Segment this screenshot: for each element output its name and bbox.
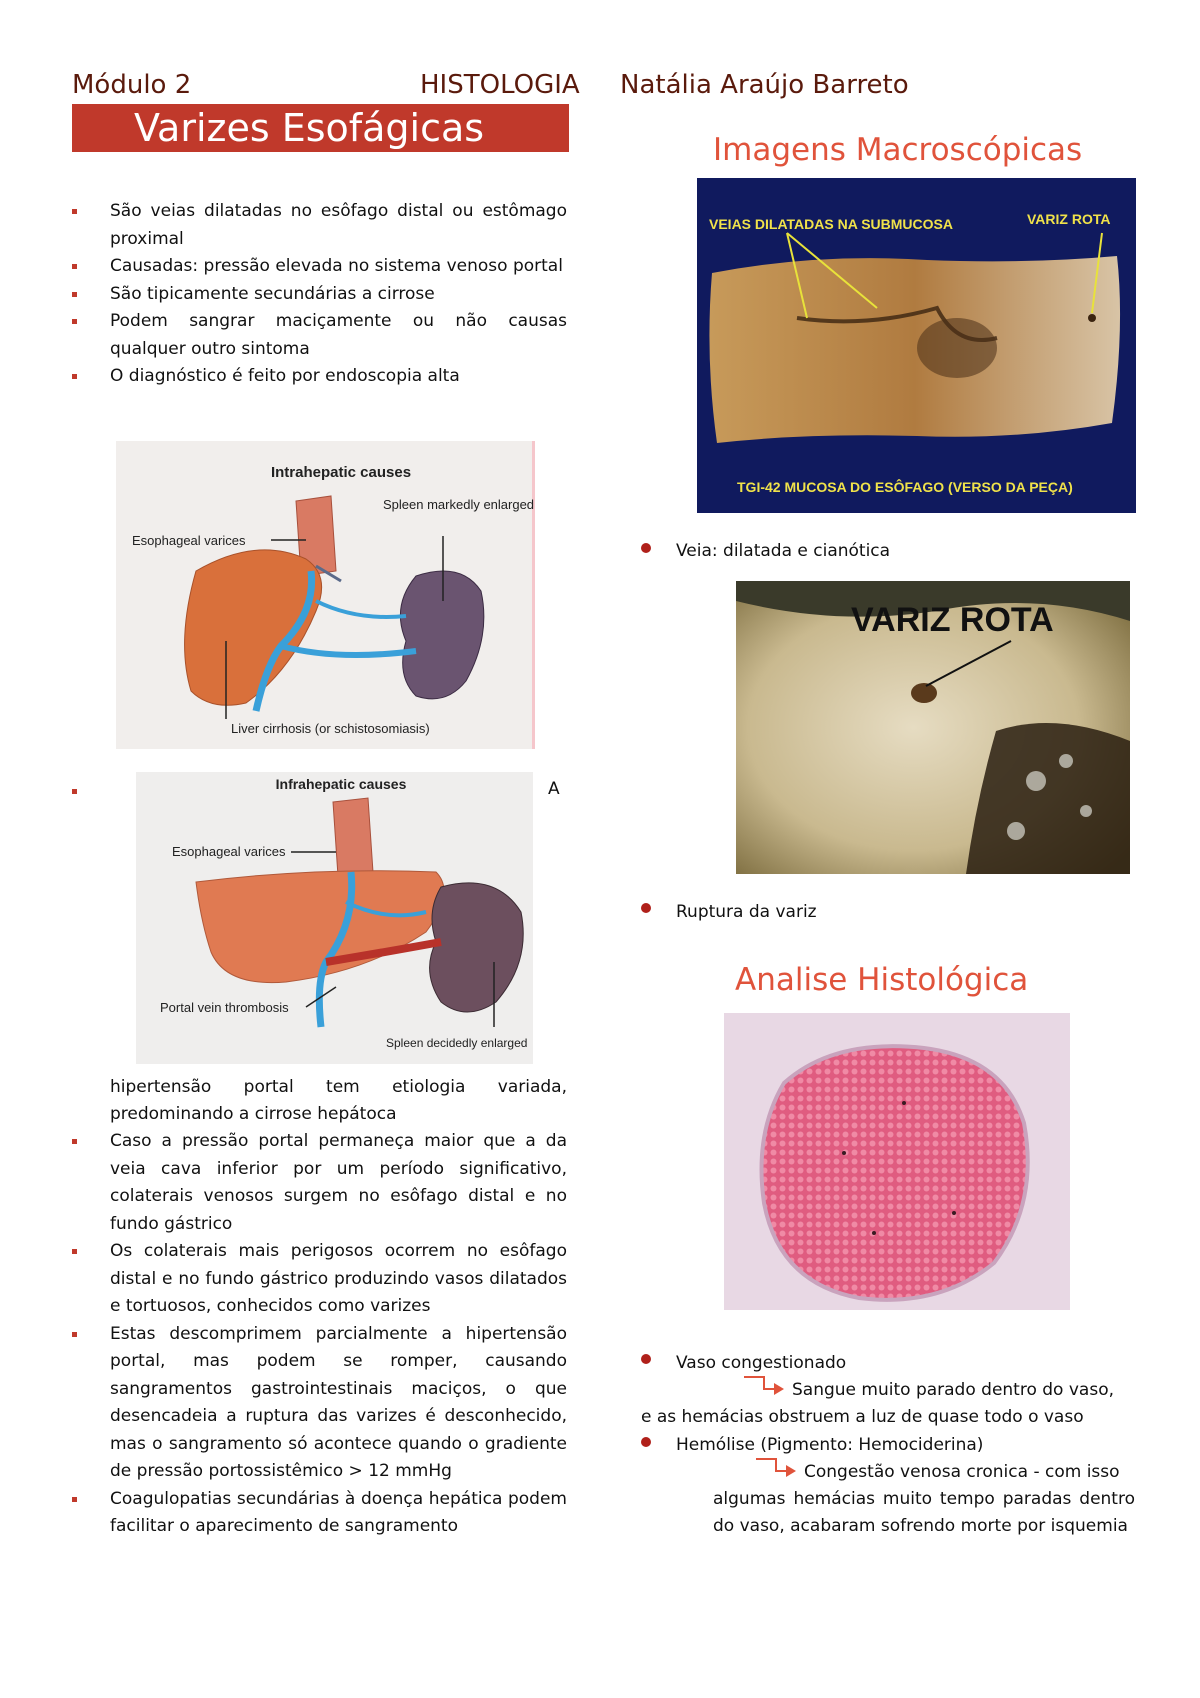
macro2-label: VARIZ ROTA (851, 601, 1054, 639)
list-item: Coagulopatias secundárias à doença hepática podem facilitar o aparecimento de sangramento (72, 1486, 567, 1541)
bullet-list-intro (72, 198, 567, 391)
vessel-note-2: e as hemácias obstruem a luz de quase todo o vaso (641, 1407, 1084, 1427)
macro-photo-2 (736, 581, 1130, 874)
section-title-macro: Imagens Macroscópicas (713, 132, 1083, 168)
bullet-vessel: Vaso congestionado (676, 1353, 847, 1373)
bullet-marker (641, 903, 651, 913)
list-item: Podem sangrar maciçamente ou não causas qualquer outro sintoma (72, 308, 567, 363)
hemolysis-note-1: Congestão venosa cronica - com isso (804, 1462, 1120, 1482)
arrow-icon (754, 1455, 798, 1481)
fig2-label-thrombosis: Portal vein thrombosis (160, 1000, 289, 1015)
macro1-label-left: VEIAS DILATADAS NA SUBMUCOSA (709, 216, 953, 232)
esophagus-specimen-image (697, 178, 1136, 513)
section-title-histo: Analise Histológica (735, 962, 1029, 998)
fig2-label-varices: Esophageal varices (172, 844, 286, 859)
list-item: Causadas: pressão elevada no sistema venoso portal (72, 253, 567, 281)
list-item: Estas descomprimem parcialmente a hipertensão portal, mas podem se romper, causando sangramentos gastrointestinais maciços, o que desencadeia a ruptura das varizes é desconhecido, mas o sangramento só acontece quando o gradiente de pressão portossistêmico > 12 mmHg (72, 1321, 567, 1486)
page-title: Varizes Esofágicas (72, 104, 569, 152)
ruptured-varix-image (736, 581, 1130, 874)
stray-letter: A (548, 779, 560, 799)
bullet-vein: Veia: dilatada e cianótica (676, 541, 891, 561)
figure-intrahepatic (116, 441, 535, 749)
list-item: São veias dilatadas no esôfago distal ou estômago proximal (72, 198, 567, 253)
congested-vessel-micrograph (724, 1013, 1070, 1310)
histology-photo (724, 1013, 1070, 1310)
macro-photo-1 (697, 178, 1136, 513)
fig1-label-spleen: Spleen markedly enlarged (383, 497, 535, 512)
header-module: Módulo 2 (72, 70, 192, 100)
list-item: São tipicamente secundárias a cirrose (72, 281, 567, 309)
bullet-list-details (72, 1128, 567, 1541)
fig2-label-spleen: Spleen decidedly enlarged (386, 1036, 528, 1050)
vessel-note-1: Sangue muito parado dentro do vaso, (792, 1380, 1114, 1400)
fig1-label-varices: Esophageal varices (132, 533, 246, 548)
header-subject: HISTOLOGIA (420, 70, 580, 100)
fig1-label-liver: Liver cirrhosis (or schistosomiasis) (231, 721, 430, 736)
bullet-marker (641, 1437, 651, 1447)
bullet-marker (641, 543, 651, 553)
arrow-icon (742, 1373, 786, 1399)
figure-infrahepatic (136, 772, 533, 1064)
bullet-rupture: Ruptura da variz (676, 902, 817, 922)
intrahepatic-diagram (116, 441, 535, 749)
bullet-marker (72, 789, 77, 794)
header-author: Natália Araújo Barreto (620, 70, 909, 100)
macro1-label-right: VARIZ ROTA (1027, 211, 1111, 227)
fig1-title: Intrahepatic causes (270, 464, 412, 481)
paragraph-continuation: hipertensão portal tem etiologia variada, predominando a cirrose hepátoca (110, 1077, 567, 1124)
list-item: O diagnóstico é feito por endoscopia alta (72, 363, 567, 391)
bullet-hemolysis: Hemólise (Pigmento: Hemociderina) (676, 1435, 984, 1455)
infrahepatic-diagram (136, 772, 533, 1064)
list-item: Caso a pressão portal permaneça maior que a da veia cava inferior por um período significativo, colaterais venosos surgem no esôfago distal e no fundo gástrico (72, 1128, 567, 1238)
fig2-title: Infrahepatic causes (275, 776, 407, 792)
hemolysis-note-2: algumas hemácias muito tempo paradas dentro do vaso, acabaram sofrendo morte por isquemia (713, 1489, 1135, 1536)
list-item: Os colaterais mais perigosos ocorrem no esôfago distal e no fundo gástrico produzindo vasos dilatados e tortuosos, conhecidos como varizes (72, 1238, 567, 1321)
bullet-marker (641, 1354, 651, 1364)
macro1-caption: TGI-42 MUCOSA DO ESÔFAGO (VERSO DA PEÇA) (737, 479, 1073, 495)
